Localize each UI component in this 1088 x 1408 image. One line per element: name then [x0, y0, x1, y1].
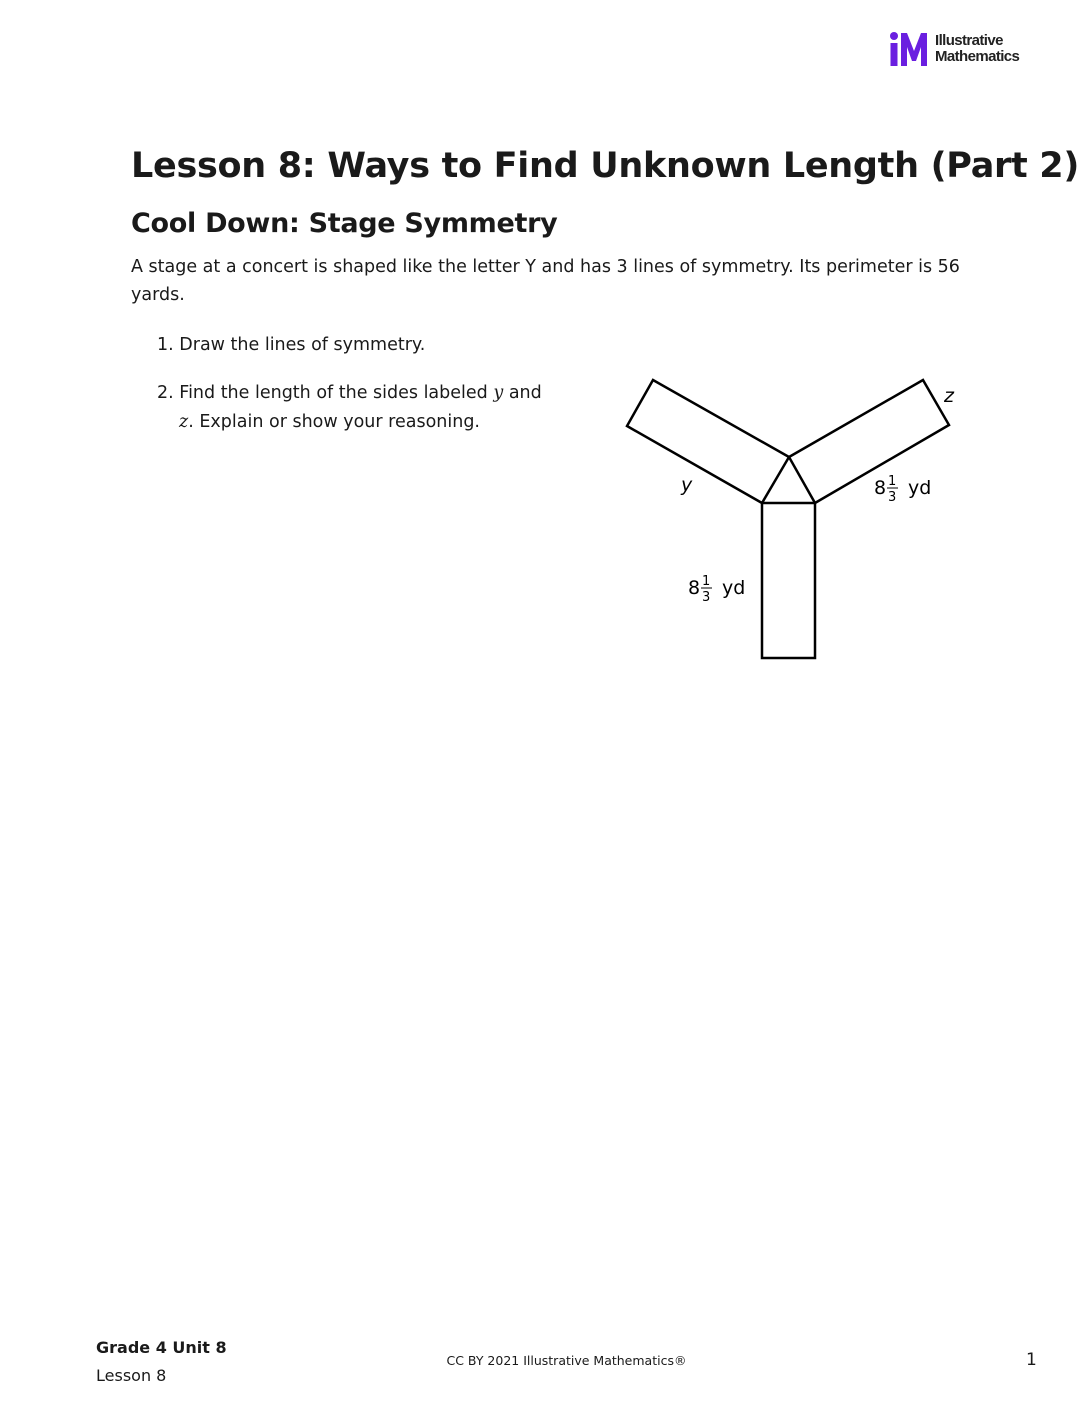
y-stage-figure — [600, 360, 980, 680]
right-length-denominator: 3 — [888, 490, 897, 505]
problem-intro: A stage at a concert is shaped like the letter Y and has 3 lines of symmetry. Its perimeter is 56 yards. — [131, 257, 960, 305]
right-length-whole: 8 — [874, 477, 887, 499]
question-2-var-y: y — [493, 383, 504, 403]
question-2-number: 2. — [157, 383, 174, 403]
bottom-length-denominator: 3 — [702, 590, 711, 605]
stage-bottom-arm — [762, 503, 815, 658]
question-2-line2 — [157, 408, 577, 437]
brand-line2: Mathematics — [935, 48, 1020, 65]
question-2 — [157, 379, 577, 437]
label-right-length — [874, 474, 931, 505]
stage-center-triangle — [762, 457, 815, 503]
brand-name — [935, 33, 1019, 65]
question-2-text-part2: and — [508, 383, 542, 403]
bottom-length-numerator: 1 — [702, 574, 711, 589]
stage-left-arm — [627, 380, 789, 503]
right-length-numerator: 1 — [888, 474, 897, 489]
footer-lesson: Lesson 8 — [96, 1366, 167, 1385]
question-2-text-part1: Find the length of the sides labeled — [179, 383, 488, 403]
question-1-number: 1. — [157, 335, 174, 355]
question-1-text: Draw the lines of symmetry. — [179, 335, 426, 355]
footer-grade-unit: Grade 4 Unit 8 — [96, 1338, 227, 1357]
cool-down-title: Cool Down: Stage Symmetry — [131, 208, 558, 239]
illustrative-mathematics-logo-icon — [889, 31, 933, 67]
label-bottom-length — [688, 574, 745, 605]
right-length-unit: yd — [908, 477, 932, 499]
label-y: y — [681, 474, 693, 496]
brand-line1: Illustrative — [935, 32, 1003, 49]
page-number: 1 — [1026, 1350, 1037, 1370]
question-2-text-part3: . Explain or show your reasoning. — [188, 412, 480, 432]
bottom-length-unit: yd — [722, 577, 746, 599]
brand-logo — [889, 31, 1049, 67]
lesson-title: Lesson 8: Ways to Find Unknown Length (Part 2) — [131, 146, 1080, 186]
question-2-var-z: z — [179, 412, 189, 432]
bottom-length-whole: 8 — [688, 577, 701, 599]
question-1 — [157, 331, 425, 359]
footer-license: CC BY 2021 Illustrative Mathematics® — [446, 1353, 687, 1368]
label-z: z — [944, 385, 954, 407]
